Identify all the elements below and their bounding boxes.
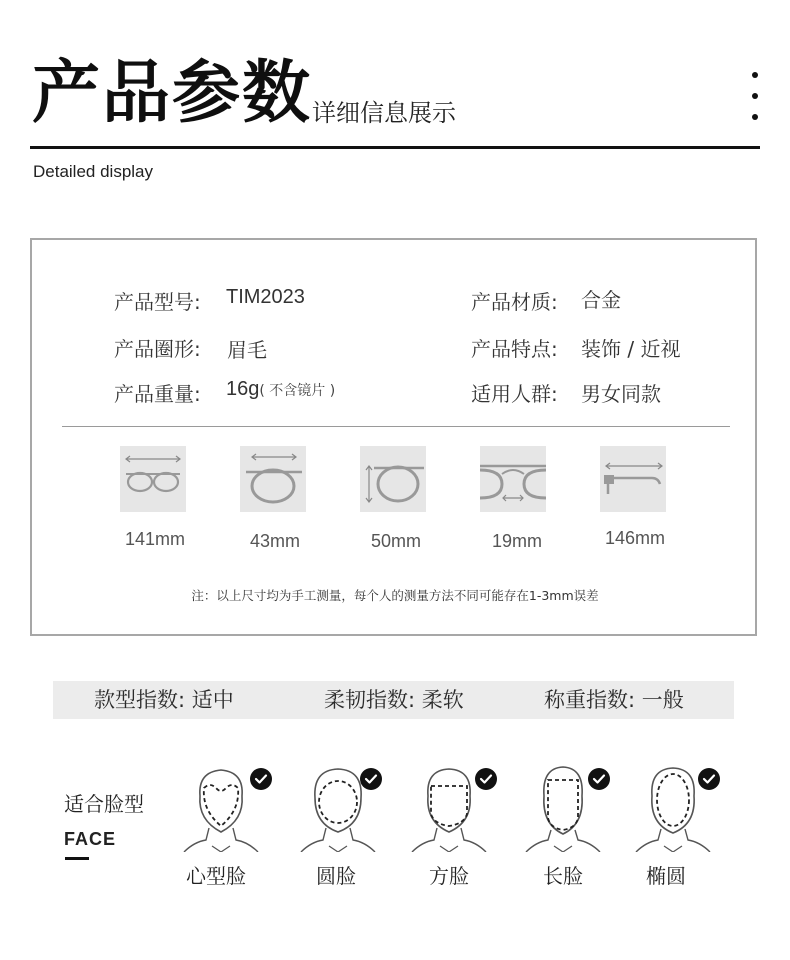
- material-value: 合金: [581, 288, 621, 312]
- audience-label: 适用人群:: [471, 382, 558, 406]
- english-subtitle: Detailed display: [33, 162, 154, 181]
- index-bar: [53, 681, 734, 719]
- frame-shape-label: 产品圈形:: [114, 337, 201, 361]
- page-title: 产品参数: [32, 54, 313, 133]
- face-label: 长脸: [543, 864, 583, 888]
- check-icon: [588, 768, 610, 790]
- audience-value: 男女同款: [581, 382, 661, 406]
- page-subtitle: 详细信息展示: [312, 99, 456, 127]
- weight-group: [226, 378, 335, 401]
- measurement-value: 146mm: [604, 528, 666, 548]
- features-value: 装饰 / 近视: [581, 337, 681, 361]
- spec-divider: [62, 426, 730, 427]
- face-label: 方脸: [429, 864, 469, 888]
- weight-label: 产品重量:: [114, 382, 201, 406]
- face-section-english: FACE: [64, 829, 117, 849]
- more-dots-icon: [752, 72, 762, 135]
- lens-height-icon: [360, 446, 426, 512]
- weight-note: ( 不含镜片 ): [259, 383, 336, 399]
- model-value: TIM2023: [226, 286, 305, 308]
- title-divider: [30, 146, 760, 149]
- face-title-underline: [65, 857, 89, 860]
- check-icon: [698, 768, 720, 790]
- lens-width-icon: [240, 446, 306, 512]
- face-label: 圆脸: [316, 864, 356, 888]
- frame-shape-value: 眉毛: [227, 338, 267, 362]
- measurement-value: 19mm: [491, 531, 542, 551]
- bridge-width-icon: [480, 446, 546, 512]
- face-section-title: 适合脸型: [64, 792, 144, 816]
- flexibility-index: 柔韧指数: 柔软: [324, 688, 464, 712]
- weight-value: 16g: [226, 378, 260, 400]
- check-icon: [475, 768, 497, 790]
- check-icon: [360, 768, 382, 790]
- measurement-footnote: 注：以上尺寸均为手工测量，每个人的测量方法不同可能存在1-3mm误差: [191, 588, 599, 603]
- temple-length-icon: [600, 446, 666, 512]
- measurement-value: 141mm: [124, 529, 186, 549]
- face-label: 心型脸: [186, 864, 246, 888]
- style-index: 款型指数: 适中: [94, 688, 234, 712]
- check-icon: [250, 768, 272, 790]
- face-label: 椭圆: [646, 864, 686, 888]
- measurement-value: 50mm: [370, 531, 421, 551]
- frame-total-width-icon: [120, 446, 186, 512]
- measurement-value: 43mm: [249, 531, 300, 551]
- weight-index: 称重指数: 一般: [544, 688, 684, 712]
- features-label: 产品特点:: [471, 337, 558, 361]
- material-label: 产品材质:: [471, 290, 558, 314]
- model-label: 产品型号:: [114, 290, 201, 314]
